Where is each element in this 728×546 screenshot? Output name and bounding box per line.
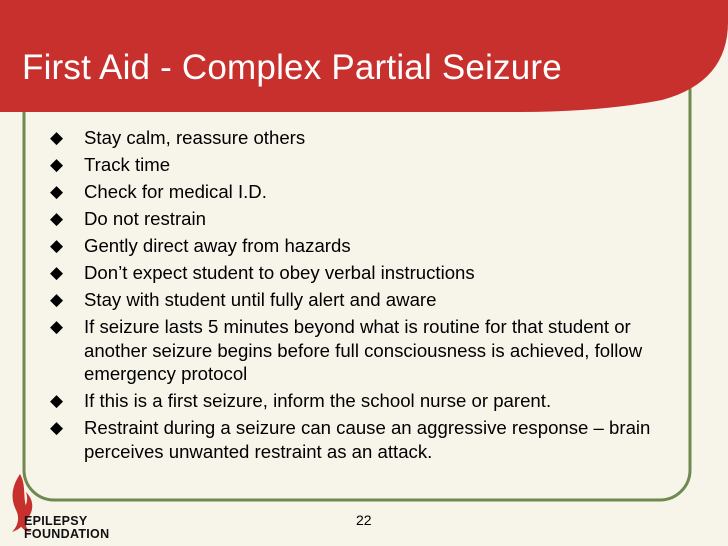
list-item: ◆ Stay calm, reassure others bbox=[50, 127, 306, 148]
list-item: ◆ Gently direct away from hazards bbox=[50, 235, 351, 256]
list-item: ◆ Check for medical I.D. bbox=[50, 181, 267, 202]
list-item: ◆ Restraint during a seizure can cause an aggressive response – brain perceives unwanted restraint as an attack. bbox=[50, 417, 651, 462]
diamond-bullet-icon: ◆ bbox=[50, 263, 64, 283]
diamond-bullet-icon: ◆ bbox=[50, 317, 64, 337]
logo-text-line2: FOUNDATION bbox=[24, 527, 110, 541]
slide-title: First Aid - Complex Partial Seizure bbox=[22, 48, 562, 87]
diamond-bullet-icon: ◆ bbox=[50, 182, 64, 202]
diamond-bullet-icon: ◆ bbox=[50, 391, 64, 411]
list-item: ◆ Stay with student until fully alert and aware bbox=[50, 289, 437, 310]
diamond-bullet-icon: ◆ bbox=[50, 128, 64, 148]
diamond-bullet-icon: ◆ bbox=[50, 236, 64, 256]
list-item: ◆ If this is a first seizure, inform the school nurse or parent. bbox=[50, 390, 552, 411]
diamond-bullet-icon: ◆ bbox=[50, 155, 64, 175]
diamond-bullet-icon: ◆ bbox=[50, 290, 64, 310]
list-item: ◆ Track time bbox=[50, 154, 171, 175]
page-number: 22 bbox=[356, 512, 372, 528]
diamond-bullet-icon: ◆ bbox=[50, 209, 64, 229]
logo-text-line1: EPILEPSY bbox=[24, 514, 88, 528]
list-item: ◆ If seizure lasts 5 minutes beyond what is routine for that student or another seizure begins before full consciousness is achieved, follow emergency protocol bbox=[50, 316, 643, 384]
list-item: ◆ Don’t expect student to obey verbal instructions bbox=[50, 262, 475, 283]
list-item: ◆ Do not restrain bbox=[50, 208, 206, 229]
bullet-list bbox=[50, 126, 690, 467]
diamond-bullet-icon: ◆ bbox=[50, 418, 64, 438]
